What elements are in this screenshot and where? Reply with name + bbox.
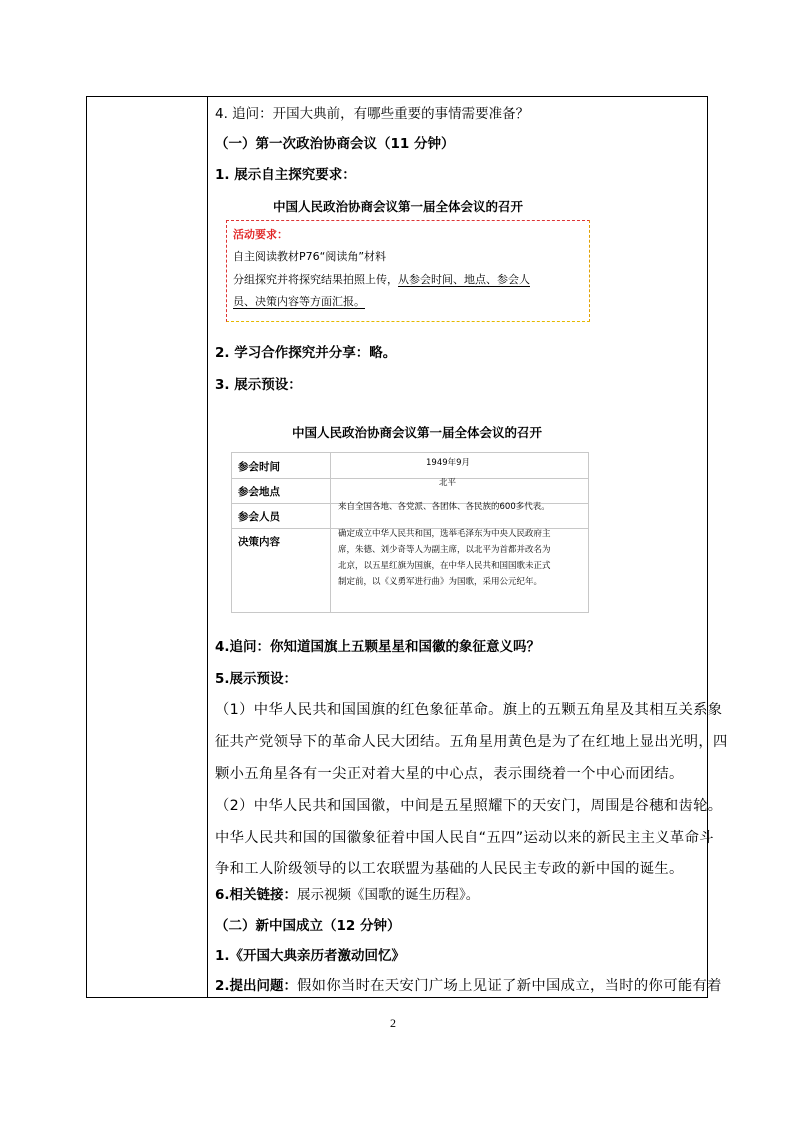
value-decisions-line: 席，朱德、刘少奇等人为副主席，以北平为首都并改名为 bbox=[338, 545, 551, 555]
activity-requirements-box bbox=[226, 220, 590, 322]
value-decisions-line: 制定前，以《义勇军进行曲》为国歌，采用公元纪年。 bbox=[338, 577, 543, 587]
step-1-heading: 1. 展示自主探究要求： bbox=[215, 167, 356, 183]
activity-line-1: 自主阅读教材P76“阅读角”材料 bbox=[233, 250, 387, 263]
value-attendees: 来自全国各地、各党派、各团体、各民族的600多代表。 bbox=[338, 502, 550, 512]
paragraph-emblem-line: 中华人民共和国的国徽象征着中国人民自“五四”运动以来的新民主主义革命斗 bbox=[215, 830, 714, 846]
label-decisions: 决策内容 bbox=[238, 536, 280, 548]
paragraph-emblem-line: （2）中华人民共和国国徽，中间是五星照耀下的天安门，周围是谷穗和齿轮。 bbox=[215, 798, 723, 814]
section-two-heading: （二）新中国成立（12 分钟） bbox=[215, 918, 401, 934]
paragraph-flag-line: （1）中华人民共和国国旗的红色象征革命。旗上的五颗五角星及其相互关系象 bbox=[215, 702, 723, 718]
value-decisions-line: 确定成立中华人民共和国，选举毛泽东为中央人民政府主 bbox=[338, 529, 551, 539]
paragraph-flag-line: 征共产党领导下的革命人民大团结。五角星用黄色是为了在红地上显出光明，四 bbox=[215, 734, 728, 750]
step-2-heading: 2. 学习合作探究并分享：略。 bbox=[215, 345, 397, 361]
section-one-heading: （一）第一次政治协商会议（11 分钟） bbox=[215, 136, 455, 152]
label-meeting-place: 参会地点 bbox=[238, 486, 280, 498]
step-3-heading: 3. 展示预设： bbox=[215, 377, 302, 393]
meeting-info-table bbox=[231, 452, 589, 613]
activity-line-3: 员、决策内容等方面汇报。 bbox=[233, 295, 365, 308]
label-attendees: 参会人员 bbox=[238, 511, 280, 523]
row-divider bbox=[232, 478, 588, 479]
page-number: 2 bbox=[390, 1016, 396, 1030]
activity-title: 活动要求： bbox=[233, 228, 288, 241]
followup-question-flag: 4.追问：你知道国旗上五颗星星和国徽的象征意义吗？ bbox=[215, 639, 541, 655]
step-6-related-link: 6.相关链接：展示视频《国歌的诞生历程》。 bbox=[215, 887, 480, 903]
paragraph-flag-line: 颗小五角星各有一尖正对着大星的中心点，表示围绕着一个中心而团结。 bbox=[215, 766, 684, 782]
lesson-table bbox=[86, 96, 728, 998]
item-2-question: 2.提出问题：假如你当时在天安门广场上见证了新中国成立，当时的你可能有着 bbox=[215, 978, 722, 994]
table-divider bbox=[330, 453, 331, 612]
table-left-column bbox=[87, 97, 208, 997]
step-5-heading: 5.展示预设： bbox=[215, 671, 298, 687]
value-meeting-place: 北平 bbox=[439, 478, 457, 488]
value-decisions-line: 北京，以五星红旗为国旗，在中华人民共和国国歌未正式 bbox=[338, 561, 551, 571]
activity-line-2: 分组探究并将探究结果拍照上传，从参会时间、地点、参会人 bbox=[233, 273, 530, 286]
followup-question-4: 4. 追问：开国大典前，有哪些重要的事情需要准备？ bbox=[215, 106, 530, 122]
label-meeting-time: 参会时间 bbox=[238, 461, 280, 473]
value-meeting-time: 1949年9月 bbox=[426, 458, 471, 468]
slide-2-title: 中国人民政治协商会议第一届全体会议的召开 bbox=[292, 425, 543, 440]
slide-1-title: 中国人民政治协商会议第一届全体会议的召开 bbox=[273, 199, 524, 214]
item-1-heading: 1.《开国大典亲历者激动回忆》 bbox=[215, 948, 406, 964]
paragraph-emblem-line: 争和工人阶级领导的以工农联盟为基础的人民民主专政的新中国的诞生。 bbox=[215, 861, 684, 877]
